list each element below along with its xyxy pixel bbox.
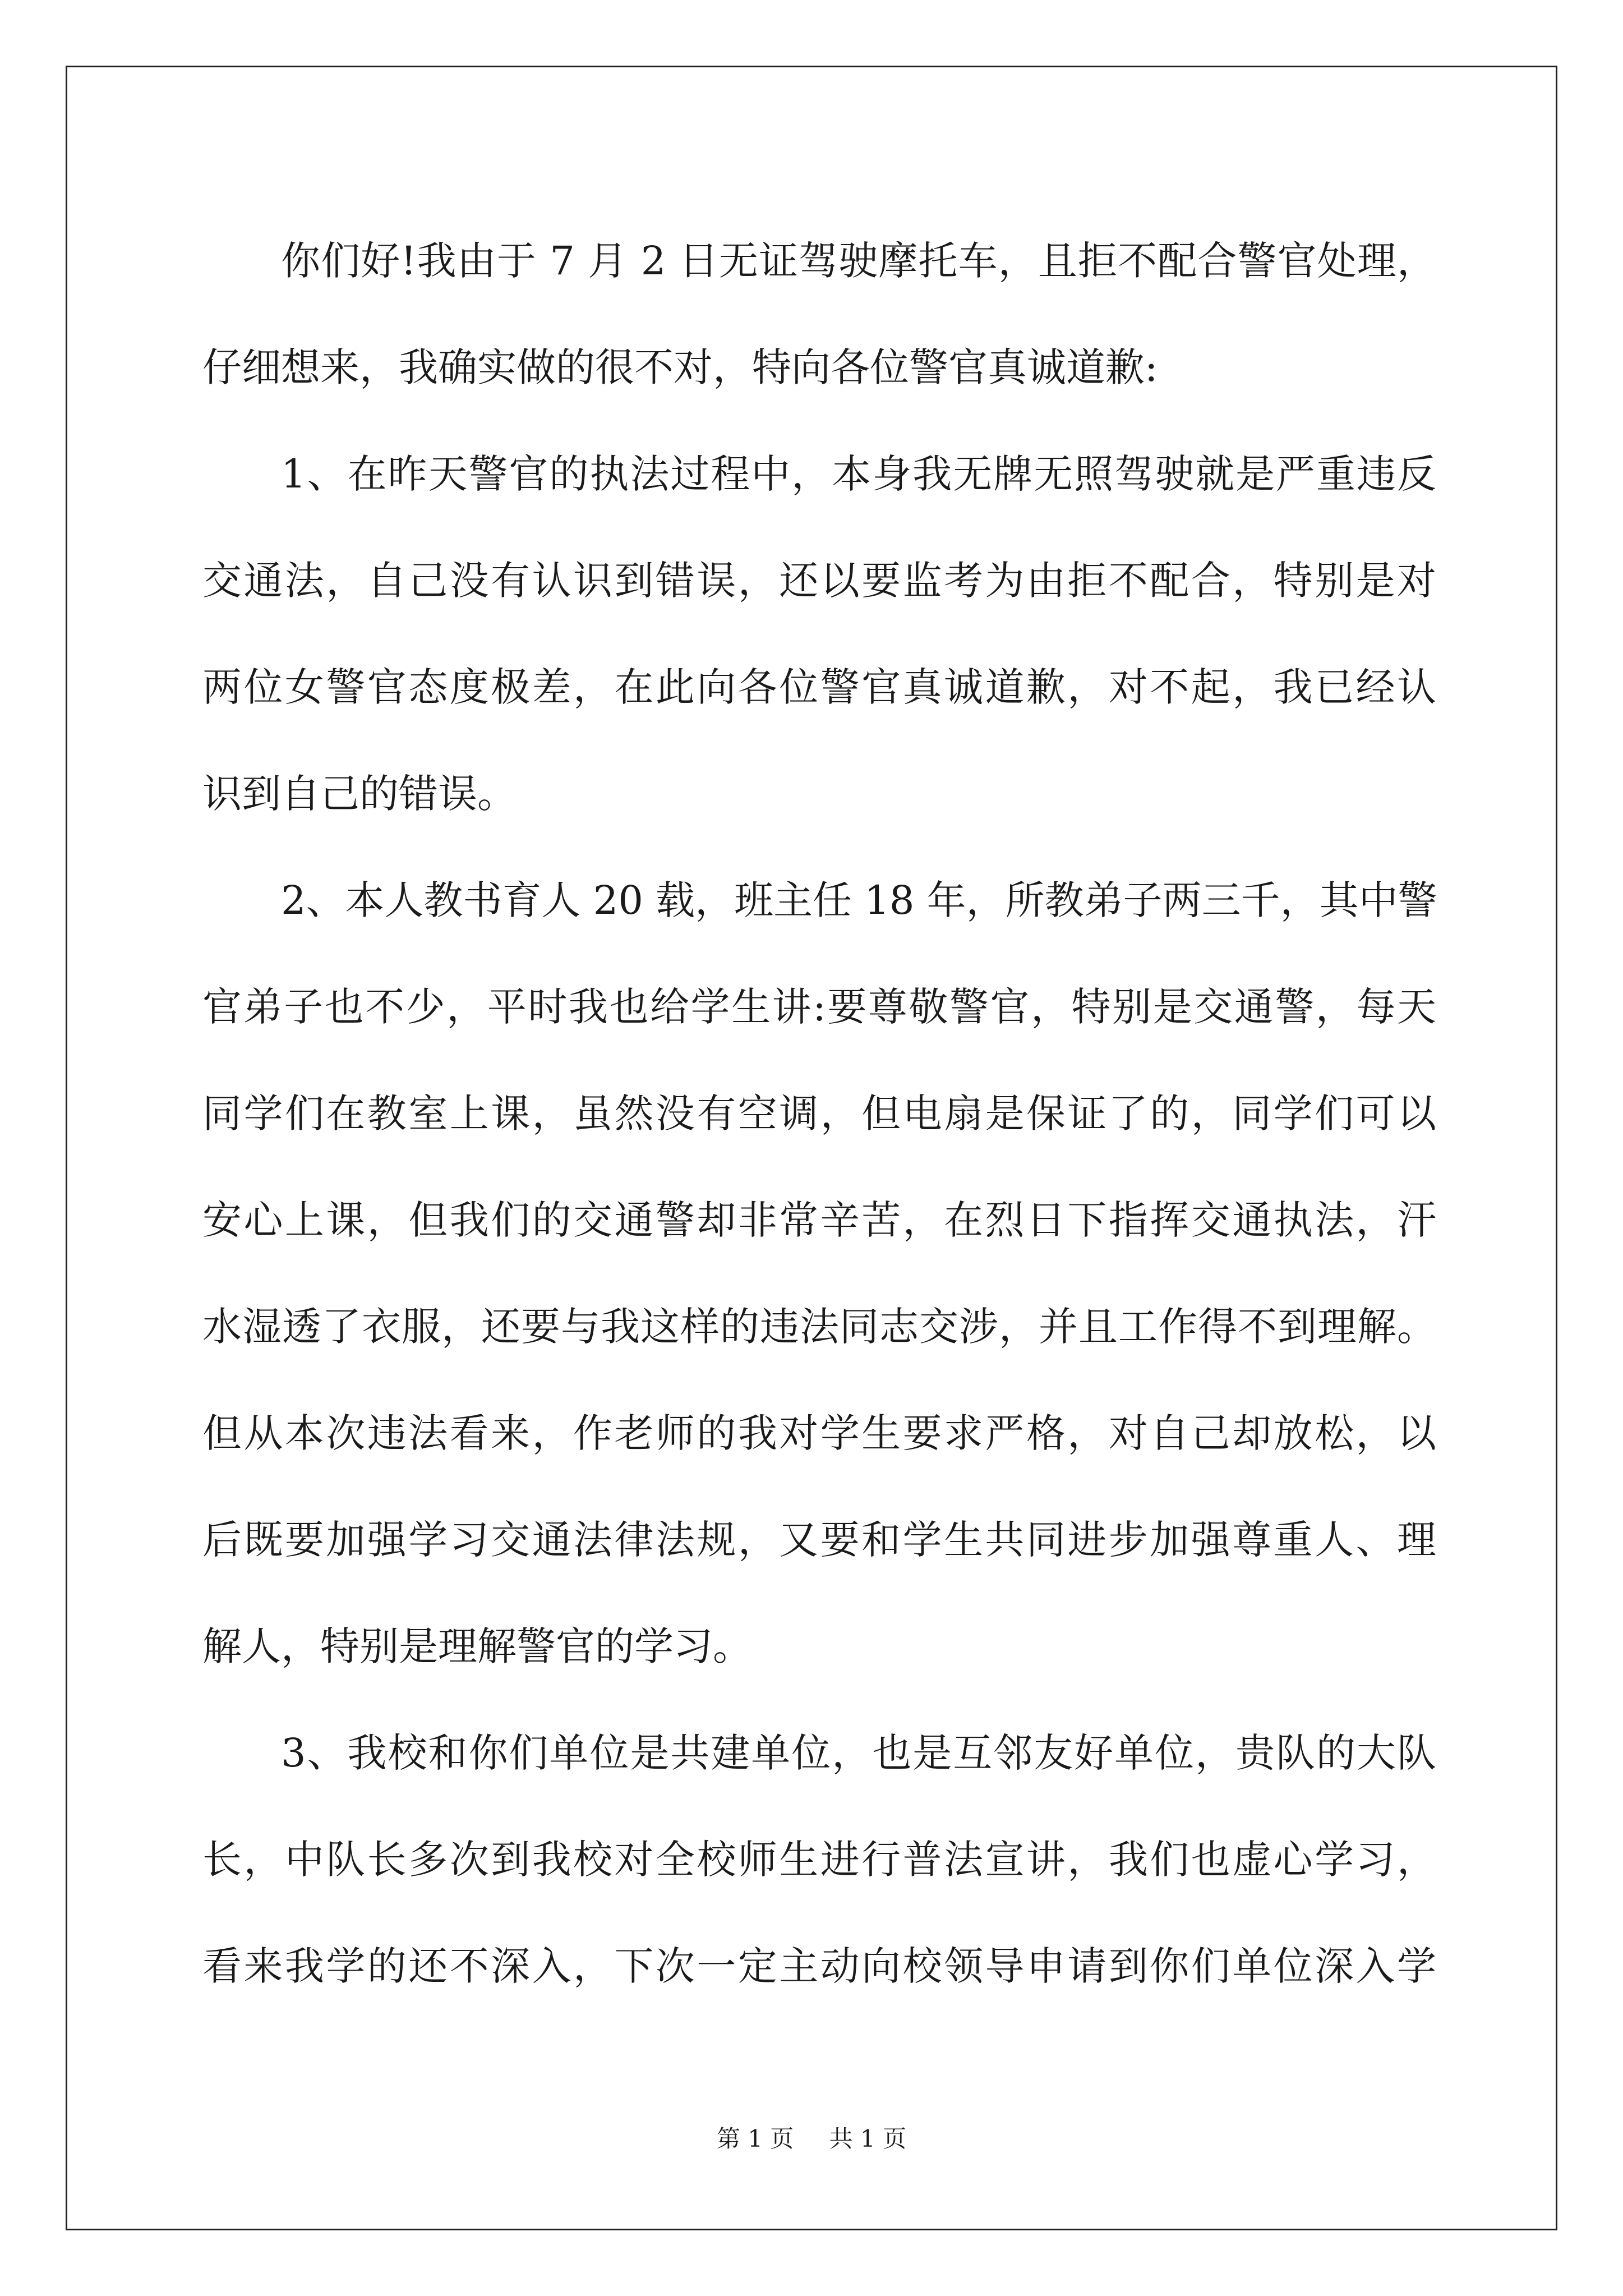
text-line: 解人，特别是理解警官的学习。 xyxy=(202,1623,752,1669)
text-line: 长，中队长多次到我校对全校师生进行普法宣讲，我们也虚心学习， xyxy=(202,1837,1436,1883)
page-number: 第 1 页 xyxy=(716,2125,794,2152)
text-line: 水湿透了衣服，还要与我这样的违法同志交涉，并且工作得不到理解。 xyxy=(202,1304,1436,1350)
text-line: 同学们在教室上课，虽然没有空调，但电扇是保证了的，同学们可以 xyxy=(202,1091,1436,1137)
text-line: 安心上课，但我们的交通警却非常辛苦，在烈日下指挥交通执法，汗 xyxy=(202,1197,1436,1243)
text-line: 你们好!我由于 7 月 2 日无证驾驶摩托车，且拒不配合警官处理， xyxy=(281,238,1436,284)
text-line: 官弟子也不少，平时我也给学生讲:要尊敬警官，特别是交通警，每天 xyxy=(202,984,1436,1030)
text-line: 后既要加强学习交通法律法规，又要和学生共同进步加强尊重人、理 xyxy=(202,1517,1436,1563)
text-line: 两位女警官态度极差，在此向各位警官真诚道歉，对不起，我已经认 xyxy=(202,664,1436,710)
page-total: 共 1 页 xyxy=(829,2125,907,2152)
text-line: 交通法，自己没有认识到错误，还以要监考为由拒不配合，特别是对 xyxy=(202,558,1436,604)
text-line: 看来我学的还不深入，下次一定主动向校领导申请到你们单位深入学 xyxy=(202,1943,1436,1989)
text-line: 但从本次违法看来，作老师的我对学生要求严格，对自己却放松，以 xyxy=(202,1410,1436,1456)
document-body xyxy=(202,208,1436,2019)
page-footer xyxy=(0,2120,1623,2154)
text-line: 1、在昨天警官的执法过程中，本身我无牌无照驾驶就是严重违反 xyxy=(281,451,1436,497)
text-line: 仔细想来，我确实做的很不对，特向各位警官真诚道歉: xyxy=(202,344,1158,390)
text-line: 识到自己的错误。 xyxy=(202,771,517,817)
text-line: 3、我校和你们单位是共建单位，也是互邻友好单位，贵队的大队 xyxy=(281,1730,1436,1776)
text-line: 2、本人教书育人 20 载，班主任 18 年，所教弟子两三千，其中警 xyxy=(281,877,1437,923)
